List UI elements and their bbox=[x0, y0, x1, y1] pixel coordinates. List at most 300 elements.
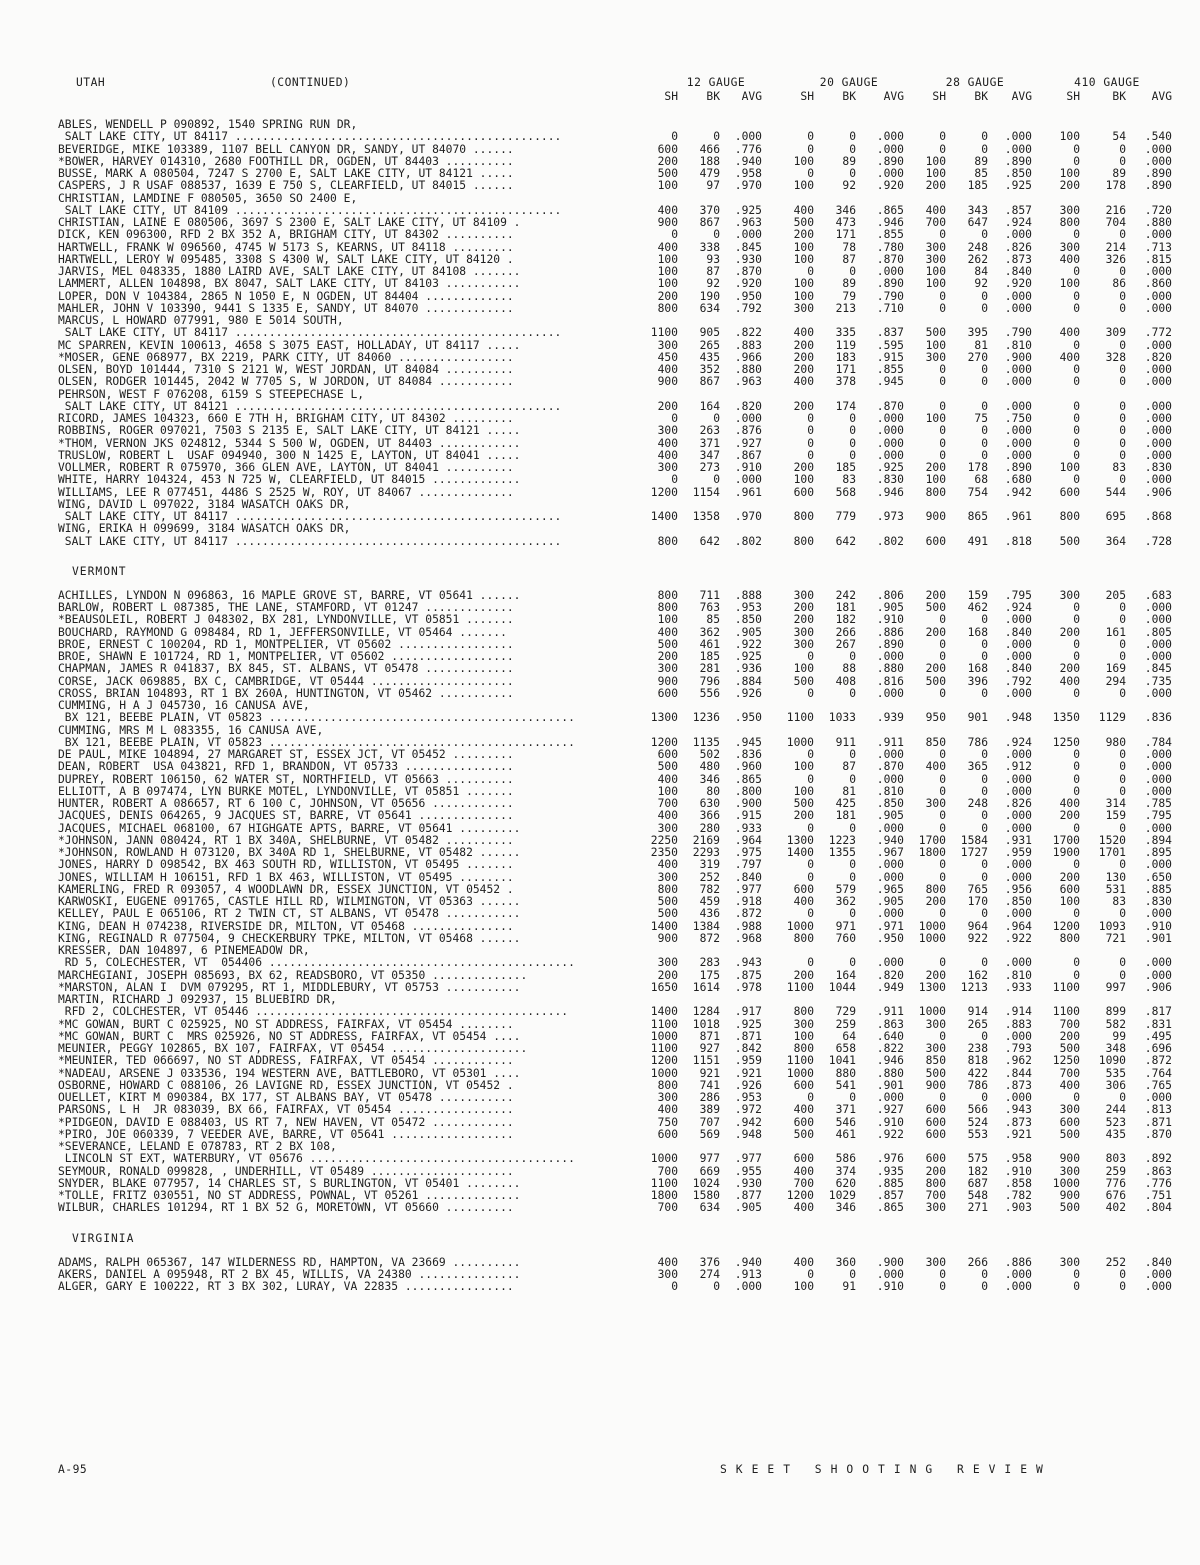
table-row bbox=[0, 449, 1200, 462]
score-bk-28: 422 bbox=[967, 1066, 988, 1080]
score-sh-410: 400 bbox=[1059, 252, 1080, 266]
score-bk-28: 1584 bbox=[960, 833, 988, 847]
shooter-name-address: JONES, WILLIAM H 106151, RFD 1 BX 463, WILLISTON, VT 05495 ........ bbox=[58, 870, 514, 884]
score-sh-20: 0 bbox=[807, 412, 814, 425]
score-sh-20: 100 bbox=[793, 473, 814, 487]
score-avg-12: .842 bbox=[734, 1042, 762, 1055]
score-sh-20: 1000 bbox=[786, 1066, 814, 1080]
score-bk-12: 435 bbox=[699, 350, 720, 364]
score-sh-12: 1000 bbox=[650, 1152, 678, 1166]
score-sh-12: 300 bbox=[657, 338, 678, 352]
score-sh-410: 300 bbox=[1059, 1164, 1080, 1178]
table-row bbox=[0, 785, 1200, 798]
score-avg-20: .946 bbox=[876, 1054, 904, 1068]
score-bk-12: 556 bbox=[699, 686, 720, 700]
score-avg-28: .840 bbox=[1004, 625, 1032, 639]
score-bk-12: 502 bbox=[699, 748, 720, 761]
score-sh-28: 0 bbox=[939, 399, 946, 413]
table-row bbox=[0, 130, 1200, 143]
score-avg-410: .000 bbox=[1144, 784, 1172, 798]
score-sh-28: 0 bbox=[939, 228, 946, 242]
score-bk-12: 480 bbox=[699, 760, 720, 774]
sub-column-header: AVG bbox=[883, 90, 904, 103]
score-sh-12: 1400 bbox=[650, 1005, 678, 1019]
score-bk-410: 0 bbox=[1119, 956, 1126, 970]
score-sh-20: 100 bbox=[793, 179, 814, 193]
shooter-name-address: *MC GOWAN, BURT C MRS 025926, NO ST ADDRESS, FAIRFAX, VT 05454 .... bbox=[58, 1029, 521, 1043]
sub-column-header: BK bbox=[1112, 90, 1126, 103]
score-sh-12: 450 bbox=[657, 350, 678, 364]
score-sh-12: 1000 bbox=[650, 1029, 678, 1043]
score-avg-28: .883 bbox=[1004, 1017, 1032, 1031]
score-avg-12: .920 bbox=[734, 277, 762, 291]
score-bk-28: 0 bbox=[981, 637, 988, 651]
score-sh-12: 300 bbox=[657, 424, 678, 438]
score-bk-20: 0 bbox=[849, 412, 856, 425]
score-bk-28: 1727 bbox=[960, 846, 988, 859]
score-bk-20: 642 bbox=[835, 534, 856, 548]
score-avg-410: .813 bbox=[1144, 1103, 1172, 1117]
score-bk-20: 267 bbox=[835, 637, 856, 651]
score-bk-20: 568 bbox=[835, 485, 856, 499]
score-bk-12: 1018 bbox=[692, 1017, 720, 1031]
score-sh-20: 400 bbox=[793, 203, 814, 217]
score-sh-12: 400 bbox=[657, 858, 678, 872]
score-bk-28: 270 bbox=[967, 350, 988, 364]
score-bk-12: 265 bbox=[699, 338, 720, 352]
score-sh-12: 400 bbox=[657, 448, 678, 462]
score-sh-20: 400 bbox=[793, 1103, 814, 1117]
score-bk-410: 0 bbox=[1119, 412, 1126, 425]
table-row bbox=[0, 871, 1200, 884]
score-avg-20: .971 bbox=[876, 919, 904, 933]
score-sh-410: 0 bbox=[1073, 436, 1080, 450]
score-avg-20: .886 bbox=[876, 625, 904, 639]
score-sh-12: 300 bbox=[657, 956, 678, 970]
score-bk-28: 0 bbox=[981, 809, 988, 823]
sub-column-header: SH bbox=[800, 90, 814, 103]
score-bk-28: 365 bbox=[967, 760, 988, 774]
score-sh-12: 700 bbox=[657, 797, 678, 810]
score-sh-20: 1200 bbox=[786, 1189, 814, 1202]
score-avg-28: .933 bbox=[1004, 980, 1032, 994]
score-bk-410: 83 bbox=[1112, 461, 1126, 474]
score-sh-410: 400 bbox=[1059, 797, 1080, 810]
score-avg-410: .713 bbox=[1144, 240, 1172, 254]
score-avg-28: .959 bbox=[1004, 846, 1032, 859]
score-avg-20: .850 bbox=[876, 797, 904, 810]
score-avg-12: .865 bbox=[734, 772, 762, 786]
score-bk-410: 0 bbox=[1119, 1091, 1126, 1104]
score-bk-28: 0 bbox=[981, 375, 988, 389]
score-sh-410: 900 bbox=[1059, 1152, 1080, 1166]
score-sh-12: 300 bbox=[657, 1267, 678, 1281]
score-avg-12: .977 bbox=[734, 1152, 762, 1166]
score-bk-28: 865 bbox=[967, 510, 988, 523]
score-bk-12: 366 bbox=[699, 809, 720, 823]
score-bk-20: 880 bbox=[835, 1066, 856, 1080]
score-avg-12: .836 bbox=[734, 748, 762, 761]
score-avg-28: .890 bbox=[1004, 461, 1032, 474]
score-sh-20: 600 bbox=[793, 1152, 814, 1166]
score-sh-410: 0 bbox=[1073, 821, 1080, 835]
score-sh-410: 1000 bbox=[1052, 1176, 1080, 1190]
score-avg-12: .927 bbox=[734, 436, 762, 450]
score-avg-28: .000 bbox=[1004, 650, 1032, 663]
score-avg-12: .975 bbox=[734, 846, 762, 859]
score-bk-12: 85 bbox=[706, 613, 720, 627]
score-bk-12: 0 bbox=[713, 1280, 720, 1293]
score-bk-12: 479 bbox=[699, 167, 720, 180]
shooter-name-address: DE PAUL, MIKE 104894, 27 MARGARET ST, ESSEX JCT, VT 05452 ......... bbox=[58, 748, 514, 761]
score-avg-12: .940 bbox=[734, 154, 762, 168]
table-row bbox=[0, 1152, 1200, 1165]
score-sh-12: 600 bbox=[657, 748, 678, 761]
score-avg-12: .867 bbox=[734, 448, 762, 462]
score-avg-28: .000 bbox=[1004, 228, 1032, 242]
score-bk-410: 0 bbox=[1119, 228, 1126, 242]
score-bk-20: 79 bbox=[842, 289, 856, 303]
score-sh-20: 600 bbox=[793, 1078, 814, 1092]
score-sh-20: 500 bbox=[793, 674, 814, 688]
score-bk-20: 171 bbox=[835, 228, 856, 242]
score-avg-28: .924 bbox=[1004, 216, 1032, 229]
score-sh-28: 850 bbox=[925, 735, 946, 749]
score-avg-20: .000 bbox=[876, 686, 904, 700]
score-bk-28: 0 bbox=[981, 436, 988, 450]
score-bk-12: 362 bbox=[699, 625, 720, 639]
score-bk-12: 252 bbox=[699, 870, 720, 884]
score-avg-28: .000 bbox=[1004, 301, 1032, 315]
score-sh-28: 500 bbox=[925, 1066, 946, 1080]
score-sh-12: 500 bbox=[657, 167, 678, 180]
score-sh-410: 900 bbox=[1059, 1189, 1080, 1202]
score-bk-28: 786 bbox=[967, 735, 988, 749]
sub-column-header: BK bbox=[706, 90, 720, 103]
shooter-name-address: JARVIS, MEL 048335, 1880 LAIRD AVE, SALT LAKE CITY, UT 84108 ....... bbox=[58, 265, 521, 278]
score-avg-410: .890 bbox=[1144, 167, 1172, 180]
score-bk-28: 168 bbox=[967, 625, 988, 639]
score-avg-12: .776 bbox=[734, 142, 762, 156]
score-sh-12: 200 bbox=[657, 154, 678, 168]
score-avg-410: .000 bbox=[1144, 338, 1172, 352]
score-avg-20: .000 bbox=[876, 821, 904, 835]
score-avg-28: .924 bbox=[1004, 601, 1032, 614]
score-bk-410: 309 bbox=[1105, 326, 1126, 340]
score-sh-28: 0 bbox=[939, 130, 946, 144]
score-avg-20: .910 bbox=[876, 1280, 904, 1293]
score-avg-20: .000 bbox=[876, 448, 904, 462]
score-bk-20: 78 bbox=[842, 240, 856, 254]
score-avg-20: .640 bbox=[876, 1029, 904, 1043]
score-avg-20: .920 bbox=[876, 179, 904, 193]
score-bk-12: 185 bbox=[699, 650, 720, 663]
score-sh-410: 100 bbox=[1059, 277, 1080, 291]
table-row bbox=[0, 277, 1200, 290]
score-sh-28: 600 bbox=[925, 1115, 946, 1129]
score-sh-28: 850 bbox=[925, 1054, 946, 1068]
score-sh-12: 1400 bbox=[650, 919, 678, 933]
score-bk-28: 647 bbox=[967, 216, 988, 229]
score-bk-20: 89 bbox=[842, 277, 856, 291]
score-bk-12: 1151 bbox=[692, 1054, 720, 1068]
shooter-name-address: *JOHNSON, JANN 080424, RT 1 BX 340A, SHELBURNE, VT 05482 .......... bbox=[58, 833, 514, 847]
score-bk-410: 364 bbox=[1105, 534, 1126, 548]
score-avg-410: .764 bbox=[1144, 1066, 1172, 1080]
table-row bbox=[0, 907, 1200, 920]
score-bk-20: 0 bbox=[849, 858, 856, 872]
score-sh-20: 200 bbox=[793, 968, 814, 982]
score-sh-28: 600 bbox=[925, 1152, 946, 1166]
score-avg-410: .000 bbox=[1144, 968, 1172, 982]
score-avg-28: .886 bbox=[1004, 1255, 1032, 1269]
score-sh-12: 0 bbox=[671, 228, 678, 242]
score-sh-410: 0 bbox=[1073, 265, 1080, 278]
score-avg-28: .858 bbox=[1004, 1176, 1032, 1190]
score-avg-20: .863 bbox=[876, 1017, 904, 1031]
score-sh-20: 400 bbox=[793, 1201, 814, 1215]
score-sh-12: 700 bbox=[657, 1164, 678, 1178]
score-sh-12: 200 bbox=[657, 968, 678, 982]
score-avg-28: .000 bbox=[1004, 130, 1032, 144]
score-sh-28: 0 bbox=[939, 809, 946, 823]
shooter-name-address: CORSE, JACK 069885, BX C, CAMBRIDGE, VT 05444 ..................... bbox=[58, 674, 514, 688]
score-avg-20: .940 bbox=[876, 833, 904, 847]
score-bk-12: 1384 bbox=[692, 919, 720, 933]
score-avg-20: .000 bbox=[876, 650, 904, 663]
score-sh-28: 0 bbox=[939, 650, 946, 663]
score-bk-12: 346 bbox=[699, 772, 720, 786]
table-row bbox=[0, 1079, 1200, 1092]
score-sh-28: 0 bbox=[939, 301, 946, 315]
score-avg-20: .905 bbox=[876, 601, 904, 614]
score-sh-28: 1000 bbox=[918, 931, 946, 945]
score-avg-20: .935 bbox=[876, 1164, 904, 1178]
table-row bbox=[0, 1018, 1200, 1031]
score-bk-12: 634 bbox=[699, 301, 720, 315]
score-bk-28: 248 bbox=[967, 240, 988, 254]
score-sh-410: 1200 bbox=[1052, 919, 1080, 933]
score-avg-28: .857 bbox=[1004, 203, 1032, 217]
score-sh-12: 900 bbox=[657, 931, 678, 945]
score-bk-20: 89 bbox=[842, 154, 856, 168]
score-bk-20: 779 bbox=[835, 510, 856, 523]
score-avg-410: .805 bbox=[1144, 625, 1172, 639]
score-bk-28: 914 bbox=[967, 1005, 988, 1019]
score-sh-20: 100 bbox=[793, 154, 814, 168]
score-avg-12: .802 bbox=[734, 534, 762, 548]
score-bk-20: 425 bbox=[835, 797, 856, 810]
score-sh-20: 0 bbox=[807, 858, 814, 872]
score-bk-12: 905 bbox=[699, 326, 720, 340]
score-sh-28: 0 bbox=[939, 1091, 946, 1104]
score-bk-12: 274 bbox=[699, 1267, 720, 1281]
score-bk-12: 1614 bbox=[692, 980, 720, 994]
score-avg-410: .785 bbox=[1144, 797, 1172, 810]
score-avg-410: .540 bbox=[1144, 130, 1172, 144]
score-sh-12: 0 bbox=[671, 412, 678, 425]
score-avg-12: .936 bbox=[734, 662, 762, 676]
score-avg-410: .000 bbox=[1144, 858, 1172, 872]
score-sh-20: 0 bbox=[807, 772, 814, 786]
score-bk-28: 1213 bbox=[960, 980, 988, 994]
shooter-name-address: MC SPARREN, KEVIN 100613, 4658 S 3075 EAST, HOLLADAY, UT 84117 ..... bbox=[58, 338, 521, 352]
score-bk-410: 1090 bbox=[1098, 1054, 1126, 1068]
score-bk-410: 776 bbox=[1105, 1176, 1126, 1190]
score-bk-410: 54 bbox=[1112, 130, 1126, 144]
score-bk-20: 1044 bbox=[828, 980, 856, 994]
score-sh-20: 400 bbox=[793, 326, 814, 340]
score-bk-20: 0 bbox=[849, 907, 856, 921]
score-bk-28: 395 bbox=[967, 326, 988, 340]
score-bk-20: 346 bbox=[835, 1201, 856, 1215]
score-avg-28: .000 bbox=[1004, 142, 1032, 156]
score-bk-20: 87 bbox=[842, 252, 856, 266]
score-sh-28: 600 bbox=[925, 1103, 946, 1117]
score-avg-12: .000 bbox=[734, 228, 762, 242]
score-avg-410: .000 bbox=[1144, 473, 1172, 487]
score-bk-28: 84 bbox=[974, 265, 988, 278]
table-row bbox=[0, 388, 1200, 401]
score-sh-12: 1200 bbox=[650, 485, 678, 499]
score-bk-20: 473 bbox=[835, 216, 856, 229]
shooter-name-address: MAHLER, JOHN V 103390, 9441 S 1335 E, SANDY, UT 84070 ............. bbox=[58, 301, 514, 315]
score-sh-410: 0 bbox=[1073, 399, 1080, 413]
score-avg-20: .780 bbox=[876, 240, 904, 254]
score-avg-12: .970 bbox=[734, 510, 762, 523]
sub-column-header: SH bbox=[1066, 90, 1080, 103]
score-avg-28: .922 bbox=[1004, 931, 1032, 945]
score-avg-20: .820 bbox=[876, 968, 904, 982]
score-sh-410: 200 bbox=[1059, 662, 1080, 676]
table-row bbox=[0, 1030, 1200, 1043]
score-avg-410: .000 bbox=[1144, 821, 1172, 835]
score-bk-28: 0 bbox=[981, 650, 988, 663]
score-avg-20: .830 bbox=[876, 473, 904, 487]
score-sh-28: 0 bbox=[939, 956, 946, 970]
score-bk-28: 0 bbox=[981, 448, 988, 462]
shooter-name-address: HUNTER, ROBERT A 086657, RT 6 100 C, JOHNSON, VT 05656 ............ bbox=[58, 797, 514, 810]
shooter-name-address: MEUNIER, PEGGY 102865, BX 107, FAIRFAX, VT 05454 .................... bbox=[58, 1042, 528, 1055]
score-sh-28: 0 bbox=[939, 363, 946, 376]
score-avg-410: .906 bbox=[1144, 485, 1172, 499]
table-row bbox=[0, 204, 1200, 217]
shooter-name-address: DICK, KEN 096300, RFD 2 BX 352 A, BRIGHAM CITY, UT 84302 .......... bbox=[58, 228, 514, 242]
score-bk-28: 0 bbox=[981, 1091, 988, 1104]
score-sh-12: 400 bbox=[657, 772, 678, 786]
score-bk-28: 0 bbox=[981, 301, 988, 315]
score-sh-410: 0 bbox=[1073, 968, 1080, 982]
score-sh-28: 700 bbox=[925, 216, 946, 229]
score-bk-20: 658 bbox=[835, 1042, 856, 1055]
score-avg-12: .888 bbox=[734, 588, 762, 602]
score-bk-12: 93 bbox=[706, 252, 720, 266]
score-sh-410: 0 bbox=[1073, 650, 1080, 663]
score-sh-28: 100 bbox=[925, 412, 946, 425]
score-sh-28: 0 bbox=[939, 375, 946, 389]
score-sh-410: 0 bbox=[1073, 601, 1080, 614]
score-avg-28: .914 bbox=[1004, 1005, 1032, 1019]
score-bk-20: 0 bbox=[849, 448, 856, 462]
score-avg-12: .925 bbox=[734, 650, 762, 663]
score-avg-12: .840 bbox=[734, 870, 762, 884]
table-row bbox=[0, 1116, 1200, 1129]
score-sh-20: 100 bbox=[793, 1280, 814, 1293]
score-bk-20: 87 bbox=[842, 760, 856, 774]
score-avg-20: .945 bbox=[876, 375, 904, 389]
table-row bbox=[0, 760, 1200, 773]
score-avg-410: .831 bbox=[1144, 1017, 1172, 1031]
score-bk-410: 980 bbox=[1105, 735, 1126, 749]
score-sh-12: 100 bbox=[657, 252, 678, 266]
score-bk-20: 729 bbox=[835, 1005, 856, 1019]
shooter-name-address: BOUCHARD, RAYMOND G 098484, RD 1, JEFFERSONVILLE, VT 05464 ....... bbox=[58, 625, 507, 639]
score-bk-28: 343 bbox=[967, 203, 988, 217]
score-bk-410: 0 bbox=[1119, 821, 1126, 835]
score-bk-410: 544 bbox=[1105, 485, 1126, 499]
score-sh-410: 0 bbox=[1073, 772, 1080, 786]
table-row bbox=[0, 944, 1200, 957]
table-row bbox=[0, 1103, 1200, 1116]
score-avg-20: .790 bbox=[876, 289, 904, 303]
score-bk-28: 162 bbox=[967, 968, 988, 982]
score-avg-12: .955 bbox=[734, 1164, 762, 1178]
score-avg-28: .912 bbox=[1004, 760, 1032, 774]
score-avg-410: .000 bbox=[1144, 154, 1172, 168]
score-avg-28: .924 bbox=[1004, 735, 1032, 749]
score-bk-410: 1129 bbox=[1098, 711, 1126, 725]
score-avg-12: .943 bbox=[734, 956, 762, 970]
shooter-name-address: *TOLLE, FRITZ 030551, NO ST ADDRESS, POWNAL, VT 05261 .............. bbox=[58, 1189, 521, 1202]
score-bk-12: 1580 bbox=[692, 1189, 720, 1202]
sub-column-header: AVG bbox=[741, 90, 762, 103]
score-bk-20: 185 bbox=[835, 461, 856, 474]
score-bk-12: 280 bbox=[699, 821, 720, 835]
score-avg-12: .953 bbox=[734, 601, 762, 614]
score-sh-410: 0 bbox=[1073, 1267, 1080, 1281]
table-row bbox=[0, 179, 1200, 192]
table-row bbox=[0, 302, 1200, 315]
table-row bbox=[0, 956, 1200, 969]
score-avg-20: .870 bbox=[876, 252, 904, 266]
score-sh-410: 300 bbox=[1059, 240, 1080, 254]
score-bk-410: 402 bbox=[1105, 1201, 1126, 1215]
score-bk-28: 170 bbox=[967, 895, 988, 908]
score-avg-410: .650 bbox=[1144, 870, 1172, 884]
score-sh-12: 400 bbox=[657, 1103, 678, 1117]
score-sh-20: 1000 bbox=[786, 919, 814, 933]
score-avg-20: .870 bbox=[876, 760, 904, 774]
score-sh-410: 700 bbox=[1059, 1017, 1080, 1031]
score-avg-410: .000 bbox=[1144, 424, 1172, 438]
score-bk-410: 899 bbox=[1105, 1005, 1126, 1019]
shooter-name-address: CUMMING, H A J 045730, 16 CANUSA AVE, bbox=[58, 699, 310, 712]
score-sh-28: 300 bbox=[925, 797, 946, 810]
score-sh-20: 400 bbox=[793, 1255, 814, 1269]
shooter-name-address: WHITE, HARRY 104324, 453 N 725 W, CLEARFIELD, UT 84015 ............. bbox=[58, 473, 521, 487]
score-avg-410: .000 bbox=[1144, 436, 1172, 450]
shooter-name-address: WING, ERIKA H 099699, 3184 WASATCH OAKS DR, bbox=[58, 522, 351, 536]
score-avg-28: .000 bbox=[1004, 289, 1032, 303]
score-avg-410: .000 bbox=[1144, 375, 1172, 389]
table-row bbox=[0, 253, 1200, 266]
shooter-name-address: *SEVERANCE, LELAND E 078783, RT 2 BX 108, bbox=[58, 1140, 337, 1153]
score-sh-410: 0 bbox=[1073, 228, 1080, 242]
table-header bbox=[0, 74, 1200, 104]
score-avg-12: .800 bbox=[734, 784, 762, 798]
score-sh-28: 0 bbox=[939, 424, 946, 438]
score-sh-410: 200 bbox=[1059, 809, 1080, 823]
